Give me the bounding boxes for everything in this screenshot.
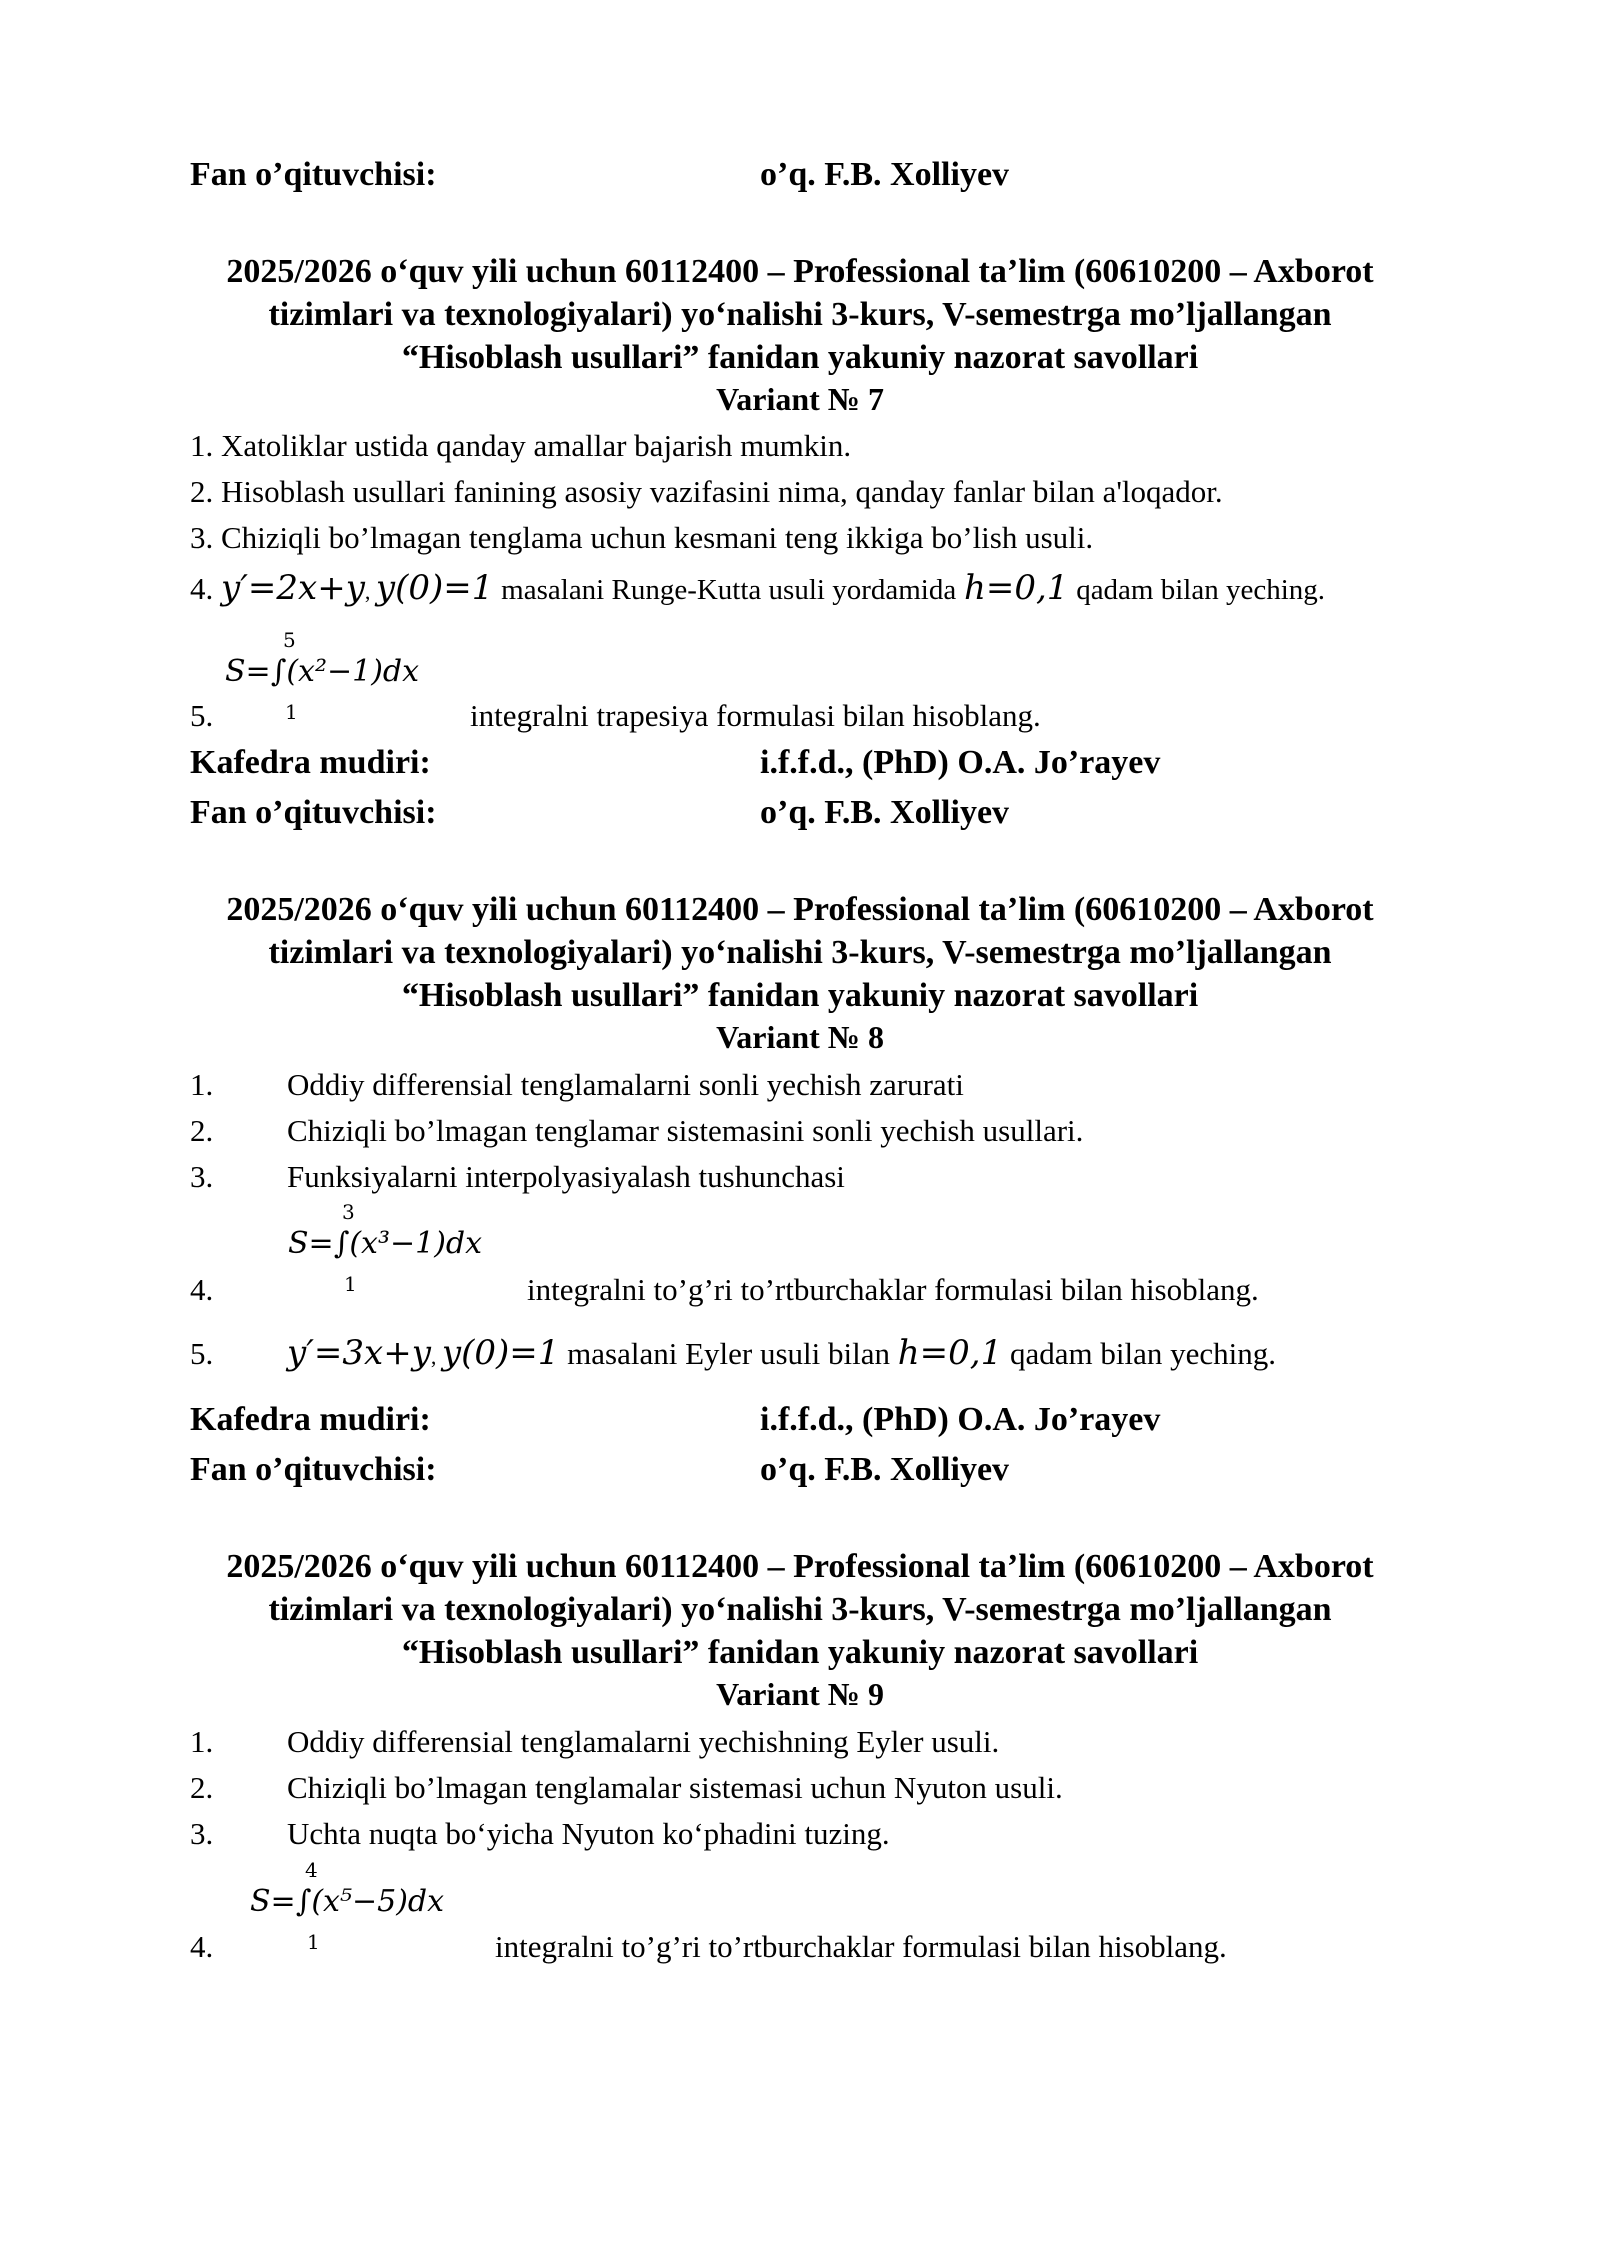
- question-3: 3. Chiziqli bo’lmagan tenglama uchun kesmani teng ikkiga bo’lish usuli.: [190, 520, 1094, 555]
- step-size: h=0,1: [897, 1333, 1003, 1373]
- heading-line-1: 2025/2026 o‘quv yili uchun 60112400 – Professional ta’lim (60610200 – Axborot: [226, 253, 1374, 290]
- question-text: masalani Runge-Kutta usuli yordamida: [501, 574, 957, 606]
- question-number: 4.: [190, 1929, 214, 1964]
- heading-line-2: tizimlari va texnologiyalari) yo‘nalishi 3-kurs, V-semestrga mo’ljallangan: [268, 934, 1332, 971]
- question-number: 5.: [190, 698, 214, 733]
- teacher-role: Fan o’qituvchisi:: [190, 156, 437, 193]
- variant-title: Variant № 8: [716, 1019, 884, 1055]
- integral-upper-limit: 4: [305, 1858, 318, 1882]
- ode-equation: y′=2x+y: [221, 568, 365, 608]
- question-text: masalani Eyler usuli bilan: [567, 1336, 891, 1371]
- question-1: 1. Xatoliklar ustida qanday amallar bajarish mumkin.: [190, 428, 852, 463]
- question-text: Oddiy differensial tenglamalarni yechishning Eyler usuli.: [287, 1724, 1000, 1759]
- question-number: 1.: [190, 1067, 214, 1102]
- heading-line-1: 2025/2026 o‘quv yili uchun 60112400 – Professional ta’lim (60610200 – Axborot: [226, 1548, 1374, 1585]
- kafedra-name: i.f.f.d., (PhD) O.A. Jo’rayev: [760, 1401, 1161, 1438]
- question-number: 2.: [190, 1770, 214, 1805]
- question-number: 4.: [190, 571, 214, 606]
- teacher-role: Fan o’qituvchisi:: [190, 794, 437, 831]
- variant-title: Variant № 7: [716, 381, 884, 417]
- question-4: [190, 1927, 1227, 1967]
- question-text: Uchta nuqta bo‘yicha Nyuton ko‘phadini tuzing.: [287, 1816, 890, 1851]
- integral-formula: [225, 628, 485, 728]
- heading-line-3: “Hisoblash usullari” fanidan yakuniy nazorat savollari: [401, 339, 1199, 376]
- question-1: [190, 1722, 999, 1762]
- integral-formula: [288, 1200, 548, 1300]
- question-text: Chiziqli bo’lmagan tenglamar sistemasini sonli yechish usullari.: [287, 1113, 1084, 1148]
- exam-heading-variant-9: [150, 1545, 1450, 1714]
- question-3: [190, 1157, 845, 1197]
- teacher-name: o’q. F.B. Xolliyev: [760, 794, 1010, 831]
- question-2: 2. Hisoblash usullari fanining asosiy vazifasini nima, qanday fanlar bilan a'loqador.: [190, 474, 1223, 509]
- integral-upper-limit: 5: [283, 628, 296, 652]
- question-number: 4.: [190, 1272, 214, 1307]
- question-tail: qadam bilan yeching.: [1076, 574, 1326, 606]
- question-1: [190, 1065, 964, 1105]
- question-number: 2.: [190, 1113, 214, 1148]
- heading-line-2: tizimlari va texnologiyalari) yo‘nalishi 3-kurs, V-semestrga mo’ljallangan: [268, 1591, 1332, 1628]
- initial-condition: y(0)=1: [375, 568, 494, 608]
- question-text: integralni to’g’ri to’rtburchaklar formulasi bilan hisoblang.: [495, 1929, 1227, 1964]
- question-4: 4. y′=2x+y, y(0)=1 masalani Runge-Kutta usuli yordamida h=0,1 qadam bilan yeching.: [190, 568, 1326, 608]
- question-text: Chiziqli bo’lmagan tenglamalar sistemasi uchun Nyuton usuli.: [287, 1770, 1063, 1805]
- ode-equation: y′=3x+y: [287, 1333, 431, 1373]
- initial-condition: y(0)=1: [441, 1333, 560, 1373]
- heading-line-1: 2025/2026 o‘quv yili uchun 60112400 – Professional ta’lim (60610200 – Axborot: [226, 891, 1374, 928]
- integral-upper-limit: 3: [342, 1200, 355, 1224]
- question-2: [190, 1111, 1083, 1151]
- integral-expression: S=∫(x²−1)dx: [225, 654, 420, 689]
- step-size: h=0,1: [963, 568, 1069, 608]
- teacher-name: o’q. F.B. Xolliyev: [760, 1451, 1010, 1488]
- question-5: [190, 696, 1041, 736]
- question-text: integralni trapesiya formulasi bilan hisoblang.: [470, 698, 1041, 733]
- teacher-name: o’q. F.B. Xolliyev: [760, 156, 1010, 193]
- exam-heading-variant-8: [150, 888, 1450, 1057]
- question-number: 3.: [190, 1816, 214, 1851]
- question-text: Oddiy differensial tenglamalarni sonli yechish zarurati: [287, 1067, 964, 1102]
- question-4: [190, 1270, 1259, 1310]
- integral-lower-limit: 1: [285, 700, 298, 724]
- kafedra-name: i.f.f.d., (PhD) O.A. Jo’rayev: [760, 744, 1161, 781]
- question-number: 3.: [190, 1159, 214, 1194]
- integral-expression: S=∫(x⁵−5)dx: [250, 1884, 445, 1919]
- integral-expression: S=∫(x³−1)dx: [288, 1226, 483, 1261]
- question-3: [190, 1814, 890, 1854]
- heading-line-2: tizimlari va texnologiyalari) yo‘nalishi 3-kurs, V-semestrga mo’ljallangan: [268, 296, 1332, 333]
- question-number: 1.: [190, 1724, 214, 1759]
- question-text: integralni to’g’ri to’rtburchaklar formulasi bilan hisoblang.: [527, 1272, 1259, 1307]
- question-text: Funksiyalarni interpolyasiyalash tushunchasi: [287, 1159, 845, 1194]
- question-tail: qadam bilan yeching.: [1009, 1336, 1276, 1371]
- question-number: 5.: [190, 1336, 214, 1371]
- heading-line-3: “Hisoblash usullari” fanidan yakuniy nazorat savollari: [401, 1634, 1199, 1671]
- kafedra-role: Kafedra mudiri:: [190, 1401, 431, 1438]
- integral-lower-limit: 1: [344, 1272, 357, 1296]
- kafedra-role: Kafedra mudiri:: [190, 744, 431, 781]
- heading-line-3: “Hisoblash usullari” fanidan yakuniy nazorat savollari: [401, 977, 1199, 1014]
- integral-lower-limit: 1: [307, 1930, 320, 1954]
- exam-heading-variant-7: [150, 250, 1450, 419]
- question-5: 5. y′=3x+y, y(0)=1 masalani Eyler usuli bilan h=0,1 qadam bilan yeching.: [190, 1333, 1276, 1373]
- teacher-role: Fan o’qituvchisi:: [190, 1451, 437, 1488]
- variant-title: Variant № 9: [716, 1676, 884, 1712]
- integral-formula: [250, 1858, 510, 1958]
- question-2: [190, 1768, 1063, 1808]
